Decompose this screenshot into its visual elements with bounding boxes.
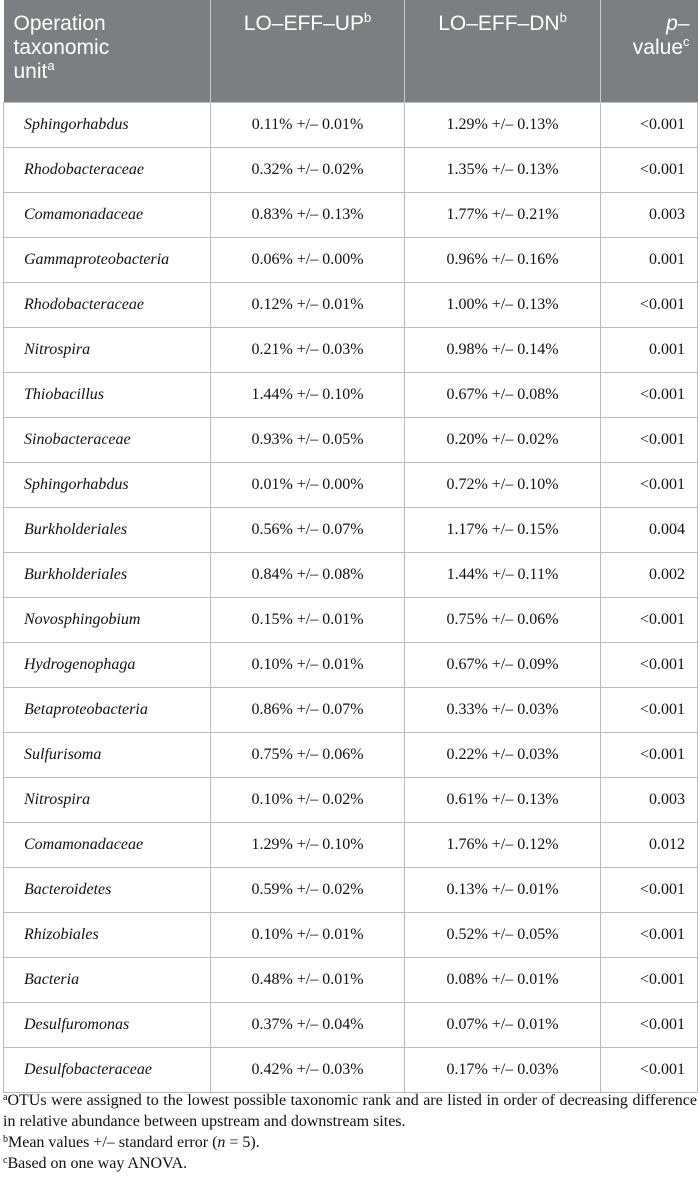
lo-eff-dn-cell: 1.29% +/– 0.13% [405, 102, 601, 147]
lo-eff-up-cell: 0.48% +/– 0.01% [211, 957, 405, 1002]
table-row [4, 372, 698, 417]
otu-name-cell: Burkholderiales [4, 552, 211, 597]
table-row [4, 1047, 698, 1092]
otu-name-cell: Betaproteobacteria [4, 687, 211, 732]
otu-name-cell: Thiobacillus [4, 372, 211, 417]
footnote-b-text-post: = 5). [225, 1134, 260, 1151]
lo-eff-up-cell: 1.44% +/– 0.10% [211, 372, 405, 417]
footnote-a-mark: a [3, 1092, 8, 1103]
header-lo-eff-dn-sup: b [559, 10, 567, 25]
footnote-a [3, 1090, 697, 1132]
footnote-b-text-pre: Mean values +/– standard error ( [8, 1134, 218, 1151]
header-p-value [601, 0, 698, 102]
lo-eff-up-cell: 0.10% +/– 0.01% [211, 642, 405, 687]
lo-eff-dn-cell: 0.67% +/– 0.08% [405, 372, 601, 417]
otu-name-cell: Gammaproteobacteria [4, 237, 211, 282]
otu-name-cell: Nitrospira [4, 777, 211, 822]
lo-eff-up-cell: 0.12% +/– 0.01% [211, 282, 405, 327]
lo-eff-up-cell: 0.15% +/– 0.01% [211, 597, 405, 642]
header-lo-eff-up-sup: b [363, 10, 372, 25]
lo-eff-dn-cell: 0.72% +/– 0.10% [405, 462, 601, 507]
p-value-cell: <0.001 [601, 462, 698, 507]
lo-eff-dn-cell: 0.17% +/– 0.03% [405, 1047, 601, 1092]
otu-abundance-table [3, 0, 698, 1093]
table-row [4, 642, 698, 687]
lo-eff-dn-cell: 1.77% +/– 0.21% [405, 192, 601, 237]
otu-name-cell: Desulfobacteraceae [4, 1047, 211, 1092]
lo-eff-up-cell: 0.83% +/– 0.13% [211, 192, 405, 237]
p-value-cell: <0.001 [601, 957, 698, 1002]
otu-name-cell: Bacteroidetes [4, 867, 211, 912]
otu-name-cell: Sphingorhabdus [4, 102, 211, 147]
p-value-cell: <0.001 [601, 282, 698, 327]
lo-eff-dn-cell: 0.20% +/– 0.02% [405, 417, 601, 462]
lo-eff-up-cell: 0.86% +/– 0.07% [211, 687, 405, 732]
footnote-c [3, 1153, 697, 1174]
lo-eff-up-cell: 0.10% +/– 0.02% [211, 777, 405, 822]
lo-eff-dn-cell: 1.44% +/– 0.11% [405, 552, 601, 597]
table-row [4, 687, 698, 732]
p-value-cell: 0.001 [601, 237, 698, 282]
otu-name-cell: Rhizobiales [4, 912, 211, 957]
header-otu-line3: unit [13, 60, 48, 83]
lo-eff-up-cell: 0.84% +/– 0.08% [211, 552, 405, 597]
lo-eff-up-cell: 0.37% +/– 0.04% [211, 1002, 405, 1047]
p-value-cell: 0.012 [601, 822, 698, 867]
p-value-cell: 0.001 [601, 327, 698, 372]
otu-name-cell: Sulfurisoma [4, 732, 211, 777]
lo-eff-dn-cell: 0.61% +/– 0.13% [405, 777, 601, 822]
otu-name-cell: Novosphingobium [4, 597, 211, 642]
footnote-b [3, 1132, 697, 1153]
table-header-row [4, 0, 698, 102]
table-row [4, 552, 698, 597]
p-value-cell: 0.002 [601, 552, 698, 597]
lo-eff-dn-cell: 1.00% +/– 0.13% [405, 282, 601, 327]
lo-eff-dn-cell: 0.75% +/– 0.06% [405, 597, 601, 642]
table-row [4, 1002, 698, 1047]
otu-name-cell: Rhodobacteraceae [4, 147, 211, 192]
table-row [4, 597, 698, 642]
header-otu-line2: taxonomic [13, 36, 110, 59]
lo-eff-dn-cell: 0.13% +/– 0.01% [405, 867, 601, 912]
footnote-a-text: OTUs were assigned to the lowest possible taxonomic rank and are listed in order of decreasing difference in relative abundance between upstream and downstream sites. [3, 1092, 697, 1130]
lo-eff-dn-cell: 1.17% +/– 0.15% [405, 507, 601, 552]
table-row [4, 507, 698, 552]
otu-name-cell: Sinobacteraceae [4, 417, 211, 462]
lo-eff-dn-cell: 0.07% +/– 0.01% [405, 1002, 601, 1047]
header-p-value-sup: c [683, 34, 690, 49]
table-row [4, 867, 698, 912]
p-value-cell: <0.001 [601, 642, 698, 687]
p-value-cell: <0.001 [601, 1047, 698, 1092]
p-value-cell: <0.001 [601, 732, 698, 777]
p-value-cell: <0.001 [601, 912, 698, 957]
lo-eff-dn-cell: 1.35% +/– 0.13% [405, 147, 601, 192]
footnote-c-mark: c [3, 1155, 8, 1166]
p-value-cell: 0.004 [601, 507, 698, 552]
table-footnotes [3, 1090, 697, 1174]
table-row [4, 282, 698, 327]
table-row [4, 777, 698, 822]
table-row [4, 822, 698, 867]
table-row [4, 147, 698, 192]
p-value-cell: 0.003 [601, 777, 698, 822]
lo-eff-up-cell: 1.29% +/– 0.10% [211, 822, 405, 867]
lo-eff-up-cell: 0.21% +/– 0.03% [211, 327, 405, 372]
p-value-cell: 0.003 [601, 192, 698, 237]
header-p-value-line1: p– [666, 12, 690, 35]
header-otu [4, 0, 211, 102]
header-lo-eff-up [211, 0, 405, 102]
lo-eff-up-cell: 0.01% +/– 0.00% [211, 462, 405, 507]
header-p-value-line2: value [632, 36, 683, 59]
otu-name-cell: Nitrospira [4, 327, 211, 372]
lo-eff-up-cell: 0.06% +/– 0.00% [211, 237, 405, 282]
p-value-cell: <0.001 [601, 687, 698, 732]
p-value-cell: <0.001 [601, 867, 698, 912]
otu-name-cell: Comamonadaceae [4, 192, 211, 237]
table-row [4, 462, 698, 507]
otu-name-cell: Comamonadaceae [4, 822, 211, 867]
lo-eff-up-cell: 0.75% +/– 0.06% [211, 732, 405, 777]
otu-name-cell: Rhodobacteraceae [4, 282, 211, 327]
lo-eff-dn-cell: 1.76% +/– 0.12% [405, 822, 601, 867]
lo-eff-dn-cell: 0.52% +/– 0.05% [405, 912, 601, 957]
results-table-container [3, 0, 697, 1093]
lo-eff-dn-cell: 0.96% +/– 0.16% [405, 237, 601, 282]
otu-name-cell: Bacteria [4, 957, 211, 1002]
p-value-cell: <0.001 [601, 147, 698, 192]
lo-eff-dn-cell: 0.33% +/– 0.03% [405, 687, 601, 732]
lo-eff-up-cell: 0.32% +/– 0.02% [211, 147, 405, 192]
otu-name-cell: Sphingorhabdus [4, 462, 211, 507]
p-value-cell: <0.001 [601, 372, 698, 417]
otu-name-cell: Hydrogenophaga [4, 642, 211, 687]
p-value-cell: <0.001 [601, 102, 698, 147]
header-otu-line1: Operation [13, 12, 106, 35]
header-otu-sup: a [47, 58, 55, 73]
otu-name-cell: Burkholderiales [4, 507, 211, 552]
table-row [4, 102, 698, 147]
footnote-b-mark: b [3, 1134, 8, 1145]
table-row [4, 417, 698, 462]
lo-eff-dn-cell: 0.08% +/– 0.01% [405, 957, 601, 1002]
lo-eff-up-cell: 0.59% +/– 0.02% [211, 867, 405, 912]
p-value-cell: <0.001 [601, 417, 698, 462]
lo-eff-up-cell: 0.10% +/– 0.01% [211, 912, 405, 957]
table-row [4, 912, 698, 957]
lo-eff-up-cell: 0.42% +/– 0.03% [211, 1047, 405, 1092]
lo-eff-up-cell: 0.56% +/– 0.07% [211, 507, 405, 552]
table-row [4, 237, 698, 282]
p-value-cell: <0.001 [601, 597, 698, 642]
header-lo-eff-up-label: LO–EFF–UP [243, 12, 364, 35]
table-row [4, 732, 698, 777]
lo-eff-dn-cell: 0.98% +/– 0.14% [405, 327, 601, 372]
footnote-b-text-n: n [217, 1134, 226, 1151]
header-lo-eff-dn-label: LO–EFF–DN [438, 12, 560, 35]
otu-name-cell: Desulfuromonas [4, 1002, 211, 1047]
lo-eff-up-cell: 0.93% +/– 0.05% [211, 417, 405, 462]
table-body [4, 102, 698, 1092]
table-row [4, 192, 698, 237]
table-row [4, 327, 698, 372]
lo-eff-dn-cell: 0.67% +/– 0.09% [405, 642, 601, 687]
p-value-cell: <0.001 [601, 1002, 698, 1047]
lo-eff-dn-cell: 0.22% +/– 0.03% [405, 732, 601, 777]
table-row [4, 957, 698, 1002]
lo-eff-up-cell: 0.11% +/– 0.01% [211, 102, 405, 147]
header-lo-eff-dn [405, 0, 601, 102]
footnote-c-text: Based on one way ANOVA. [7, 1155, 188, 1172]
